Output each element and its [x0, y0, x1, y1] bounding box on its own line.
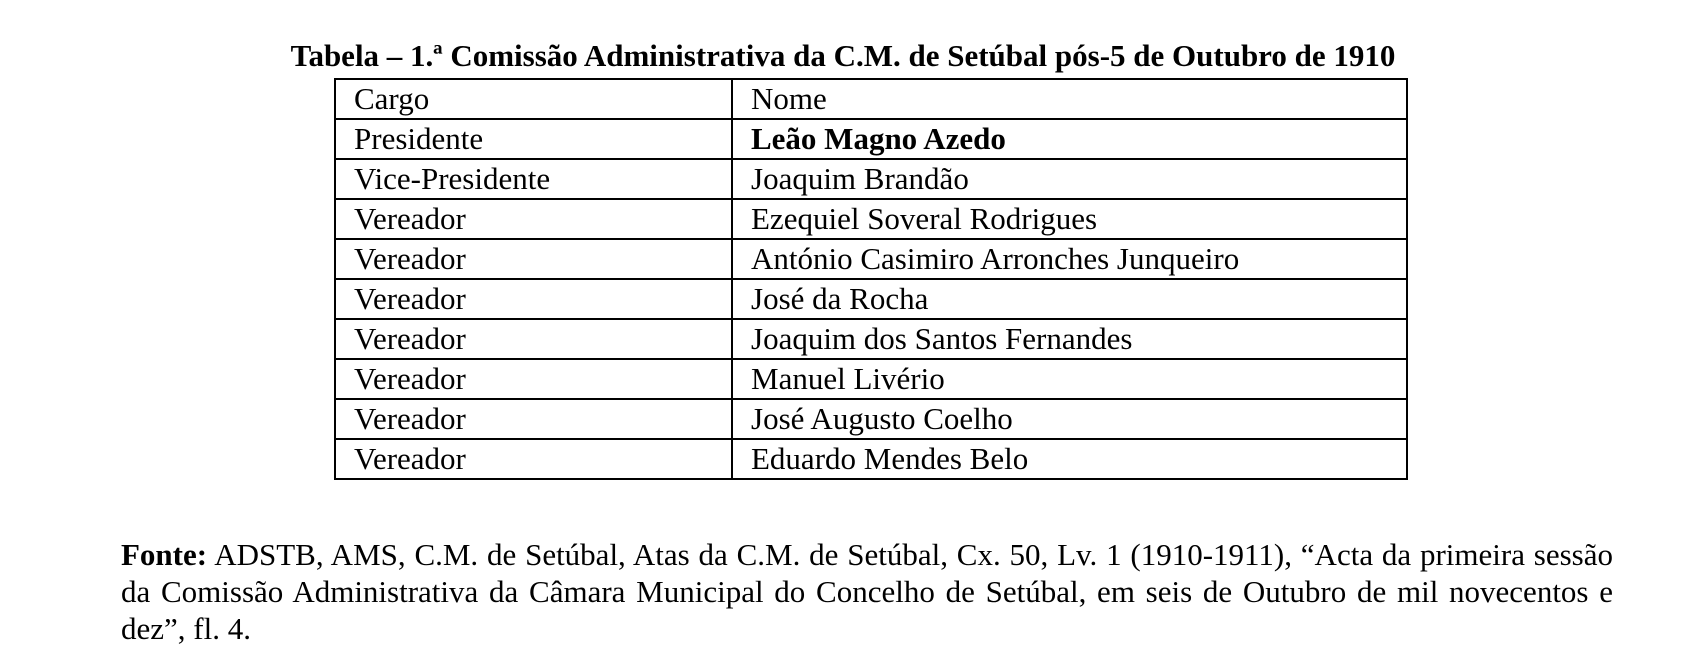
cell-nome: António Casimiro Arronches Junqueiro [732, 239, 1407, 279]
table-caption: Tabela – 1.ª Comissão Administrativa da C.M. de Setúbal pós-5 de Outubro de 1910 [290, 38, 1396, 73]
members-table [334, 78, 1408, 480]
source-label: Fonte: [121, 537, 208, 572]
table-row [335, 319, 1407, 359]
table-row [335, 199, 1407, 239]
table-header-row [335, 79, 1407, 119]
column-header-cargo: Cargo [335, 79, 732, 119]
cell-cargo: Vereador [335, 439, 732, 479]
cell-nome: José Augusto Coelho [732, 399, 1407, 439]
cell-nome: Joaquim Brandão [732, 159, 1407, 199]
source-text: ADSTB, AMS, C.M. de Setúbal, Atas da C.M. de Setúbal, Cx. 50, Lv. 1 (1910-1911), “Acta da primeira sessão da Comissão Administrativa da Câmara Municipal do Concelho de Setúbal, em seis de Outubro de mil novecentos e dez”, fl. 4. [121, 537, 1613, 646]
table-row [335, 119, 1407, 159]
cell-cargo: Vereador [335, 399, 732, 439]
cell-nome: Ezequiel Soveral Rodrigues [732, 199, 1407, 239]
cell-cargo: Presidente [335, 119, 732, 159]
cell-nome: Joaquim dos Santos Fernandes [732, 319, 1407, 359]
cell-nome: José da Rocha [732, 279, 1407, 319]
cell-cargo: Vereador [335, 239, 732, 279]
cell-nome: Eduardo Mendes Belo [732, 439, 1407, 479]
column-header-nome: Nome [732, 79, 1407, 119]
table-row [335, 359, 1407, 399]
table-row [335, 159, 1407, 199]
table-row [335, 239, 1407, 279]
table-row [335, 399, 1407, 439]
cell-cargo: Vereador [335, 199, 732, 239]
cell-cargo: Vereador [335, 359, 732, 399]
cell-cargo: Vice-Presidente [335, 159, 732, 199]
table-row [335, 279, 1407, 319]
cell-cargo: Vereador [335, 319, 732, 359]
cell-cargo: Vereador [335, 279, 732, 319]
cell-nome: Manuel Livério [732, 359, 1407, 399]
cell-nome: Leão Magno Azedo [732, 119, 1407, 159]
table-row [335, 439, 1407, 479]
source-note [121, 536, 1613, 647]
